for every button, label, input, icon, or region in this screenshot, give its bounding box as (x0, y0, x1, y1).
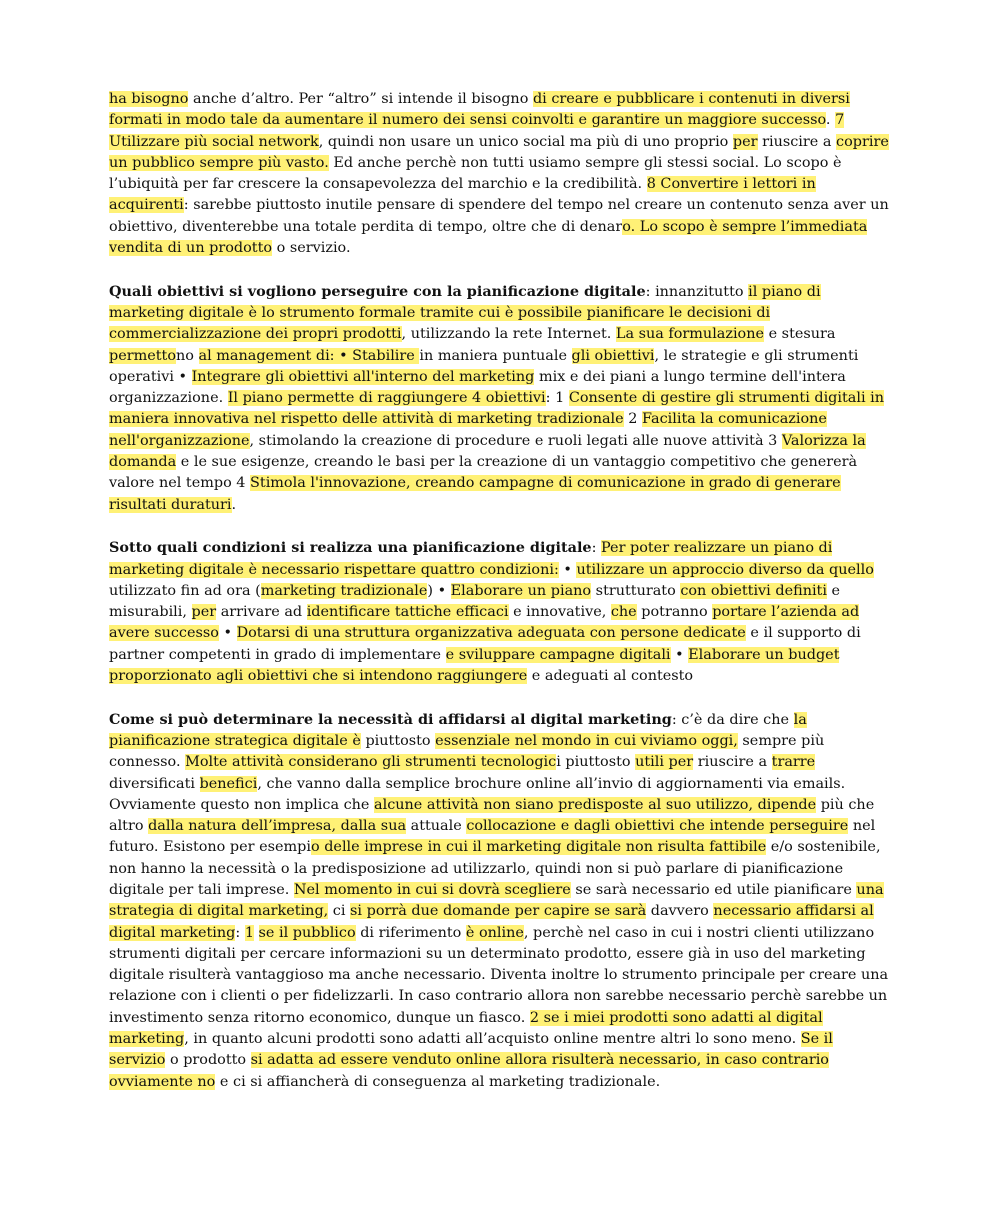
text-run: sempre più connesso. (109, 732, 825, 771)
text-run: potranno (636, 604, 713, 621)
text-run: in maniera puntuale (419, 347, 572, 364)
highlighted-text: con obiettivi definiti (680, 582, 827, 599)
highlighted-text: Elaborare un budget proporzionato agli obiettivi che si intendono raggiungere (109, 646, 840, 685)
highlighted-text: si porrà due domande per capire se sarà (350, 903, 647, 920)
text-run: : innanzitutto (645, 283, 749, 300)
text-run: e il supporto di partner competenti in grado di implementare (109, 625, 861, 663)
text-run: i piuttosto (556, 754, 636, 771)
section-heading: Come si può determinare la necessità di affidarsi al digital marketing (109, 710, 672, 728)
highlighted-text: Elaborare un piano (450, 582, 592, 599)
highlighted-text: essenziale nel mondo in cui viviamo oggi, (435, 732, 738, 749)
text-run (254, 925, 259, 941)
text-run: , stimolando la creazione di procedure e ruoli legati alle nuove attività 3 (249, 432, 782, 449)
paragraph-necessity (109, 709, 891, 1093)
text-run: : sarebbe piuttosto inutile pensare di spendere del tempo nel creare un contenuto senza aver un obiettivo, diventerebbe una totale perdita di tempo, oltre che di denar (109, 197, 889, 235)
highlighted-text: Il piano permette di raggiungere 4 obiettivi (227, 390, 546, 407)
highlighted-text: Consente di gestire gli strumenti digitali in maniera innovativa nel rispetto delle attività di marketing tradizionale (109, 390, 885, 428)
highlighted-text: necessario affidarsi al digital marketing (109, 903, 874, 941)
highlighted-text: di creare e pubblicare i contenuti in diversi formati in modo tale da aumentare il numero dei sensi coinvolti e garantire un maggiore successo (109, 91, 850, 129)
highlighted-text: permetto (109, 347, 176, 364)
highlighted-text: e sviluppare campagne digitali (445, 646, 671, 663)
highlighted-text: trarre (771, 754, 816, 771)
highlighted-text: Molte attività considerano gli strumenti tecnologic (185, 754, 557, 771)
text-run: e/o sostenibile, non hanno la necessità o la predisposizione ad utilizzarlo, quindi non si può parlare di pianificazione digitale per tali imprese. (109, 839, 881, 898)
text-run: : c’è da dire che (671, 711, 794, 728)
text-run: • (670, 646, 689, 663)
text-run: ci (328, 903, 351, 920)
text-run: riuscire a (693, 754, 772, 771)
highlighted-text: che (610, 604, 637, 621)
highlighted-text: 2 se i miei prodotti sono adatti al digital marketing (109, 1009, 823, 1048)
text-run: . (231, 496, 237, 513)
highlighted-text: per (191, 604, 217, 621)
text-run: attuale (406, 818, 467, 835)
highlighted-text: Se il servizio (109, 1031, 833, 1069)
highlighted-text: 7 Utilizzare più social network (109, 112, 845, 150)
text-run: , in quanto alcuni prodotti sono adatti all’acquisto online mentre altri lo sono meno. (184, 1031, 801, 1048)
text-run: , utilizzando la rete Internet. (401, 326, 616, 343)
section-heading: Quali obiettivi si vogliono perseguire con la pianificazione digitale (109, 282, 646, 300)
text-run: , quindi non usare un unico social ma più di uno proprio (318, 133, 733, 150)
highlighted-text: collocazione e dagli obiettivi che intende perseguire (466, 818, 849, 835)
text-run: : 1 (545, 390, 569, 407)
text-run: : (591, 540, 602, 557)
paragraph-objectives (109, 281, 891, 516)
document-page (109, 89, 891, 1093)
highlighted-text: 1 (244, 924, 254, 941)
text-run: • (558, 561, 577, 578)
text-run: diversificati (109, 775, 200, 792)
highlighted-text: Per poter realizzare un piano di marketing digitale è necessario rispettare quattro condizioni: (109, 540, 833, 578)
text-run: o prodotto (165, 1052, 251, 1069)
text-run: piuttosto (360, 732, 436, 749)
text-run: e misurabili, (109, 582, 841, 621)
text-run: , che vanno dalla semplice brochure online all’invio di aggiornamenti via emails. Ovviamente questo non implica che (109, 775, 846, 813)
text-run: utilizzato fin ad ora ( (109, 582, 261, 599)
text-run: . (825, 112, 836, 129)
text-run: e adeguati al contesto (527, 668, 694, 685)
text-run: davvero (646, 903, 714, 920)
highlighted-text: dalla natura dell’impresa, dalla sua (148, 818, 407, 835)
highlighted-text: una strategia di digital marketing, (109, 881, 884, 920)
text-run: e stesura (764, 326, 836, 343)
highlighted-text: benefici (199, 775, 258, 792)
highlighted-text: al management di: • Stabilire (198, 347, 420, 364)
highlighted-text: si adatta ad essere venduto online allora risulterà necessario, in caso contrario ovviamente no (109, 1052, 829, 1090)
highlighted-text: alcune attività non siano predisposte al suo utilizzo, dipende (374, 796, 817, 813)
highlighted-text: 8 Convertire i lettori in acquirenti (109, 176, 816, 214)
highlighted-text: o. Lo scopo è sempre l’immediata vendita di un prodotto (109, 218, 868, 257)
paragraph-continuation (109, 89, 891, 259)
text-run: ) • (427, 582, 451, 599)
text-run: nel futuro. Esistono per esempi (109, 818, 876, 856)
highlighted-text: ha bisogno (109, 91, 189, 107)
highlighted-text: La sua formulazione (615, 326, 765, 343)
paragraph-conditions (109, 537, 891, 687)
highlighted-text: marketing tradizionale (260, 582, 428, 599)
highlighted-text: Stimola l'innovazione, creando campagne di comunicazione in grado di generare risultati duraturi (109, 475, 841, 513)
highlighted-text: Facilita la comunicazione nell'organizzazione (109, 411, 827, 449)
text-run: o servizio. (272, 240, 351, 257)
section-heading: Sotto quali condizioni si realizza una pianificazione digitale (109, 539, 592, 557)
text-run: arrivare ad (216, 604, 307, 621)
text-run: : (235, 924, 245, 941)
highlighted-text: per (732, 133, 758, 150)
highlighted-text: Integrare gli obiettivi all'interno del marketing (191, 368, 535, 385)
text-run: più che altro (109, 796, 875, 835)
text-run: , perchè nel caso in cui i nostri clienti utilizzano strumenti digitali per cercare informazioni su un determinato prodotto, essere già in uso del marketing digitale risulterà vantaggioso ma anche necessario. Diventa inoltre lo strumento principale per creare una relazione con i clienti o per fidelizzarli. In caso contrario allora non sarebbe necessario perchè sarebbe un investimento senza ritorno economico, dunque un fiasco. (109, 924, 889, 1026)
text-run: riuscire a (757, 133, 837, 150)
highlighted-text: è online (465, 924, 524, 941)
highlighted-text: Valorizza la domanda (109, 432, 866, 471)
text-run: , le strategie e gli strumenti operativi • (109, 347, 859, 385)
text-run: anche d’altro. Per “altro” si intende il bisogno (188, 91, 533, 107)
highlighted-text: se il pubblico (258, 924, 356, 941)
highlighted-text: Nel momento in cui si dovrà scegliere (293, 881, 571, 898)
text-run: • (218, 625, 237, 642)
text-run: e ci si affiancherà di conseguenza al marketing tradizionale. (215, 1073, 661, 1090)
highlighted-text: gli obiettivi (571, 347, 655, 364)
text-run: Ed anche perchè non tutti usiamo sempre gli stessi social. Lo scopo è l’ubiquità per far crescere la consapevolezza del marchio e la credibilità. (109, 154, 842, 193)
highlighted-text: portare l’azienda ad avere successo (109, 604, 860, 642)
text-run: di riferimento (355, 924, 466, 941)
text-run: strutturato (591, 582, 681, 599)
highlighted-text: identificare tattiche efficaci (306, 604, 509, 621)
highlighted-text: Dotarsi di una struttura organizzativa adeguata con persone dedicate (236, 625, 746, 642)
text-run: se sarà necessario ed utile pianificare (570, 881, 857, 898)
text-run: 2 (623, 411, 642, 428)
highlighted-text: utilizzare un approccio diverso da quello (576, 561, 874, 578)
highlighted-text: utili per (635, 754, 694, 771)
highlighted-text: il piano di marketing digitale è lo strumento formale tramite cui è possibile pianificare le decisioni di commercializzazione dei propri prodotti (109, 283, 821, 343)
text-run: e le sue esigenze, creando le basi per la creazione di un vantaggio competitivo che genererà valore nel tempo 4 (109, 454, 858, 492)
highlighted-text: o delle imprese in cui il marketing digitale non risulta fattibile (310, 839, 767, 856)
highlighted-text: coprire un pubblico sempre più vasto. (109, 133, 889, 171)
text-run: mix e dei piani a lungo termine dell'intera organizzazione. (109, 368, 846, 407)
highlighted-text: la pianificazione strategica digitale è (109, 711, 807, 749)
text-run: no (176, 347, 199, 364)
text-run: e innovative, (508, 604, 611, 621)
